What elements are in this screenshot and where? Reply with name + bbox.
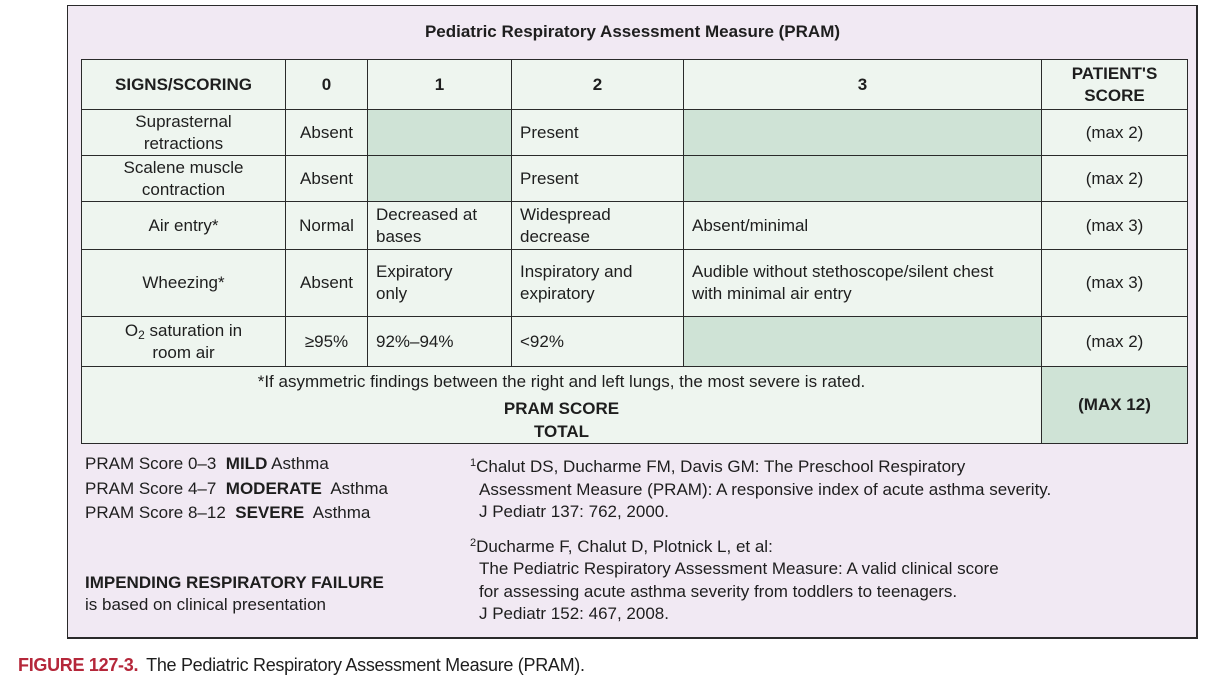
- score2-cell: Present: [512, 156, 684, 202]
- severity-level: SEVERE: [235, 503, 305, 522]
- severity-legend: [85, 452, 388, 526]
- score3-cell-na: [684, 156, 1042, 202]
- sign-cell: [82, 317, 286, 367]
- table-row-scalene: [82, 156, 1188, 202]
- score3-cell: [684, 250, 1042, 317]
- header-patient-score: [1042, 60, 1188, 110]
- severity-suffix: Asthma: [312, 503, 371, 522]
- failure-text: is based on clinical presentation: [85, 595, 326, 614]
- patient-score-cell[interactable]: (max 2): [1042, 317, 1188, 367]
- score0-cell: Absent: [286, 250, 368, 317]
- header-score-0: 0: [286, 60, 368, 110]
- reference-line: The Pediatric Respiratory Assessment Measure: A valid clinical score: [479, 559, 999, 578]
- score2-line1: Inspiratory and: [520, 262, 633, 281]
- score2-cell: <92%: [512, 317, 684, 367]
- score3-cell-na: [684, 110, 1042, 156]
- sign-cell: [82, 110, 286, 156]
- score3-cell-na: [684, 317, 1042, 367]
- sign-cell: [82, 156, 286, 202]
- severity-severe: [85, 501, 388, 526]
- caption-text: The Pediatric Respiratory Assessment Measure (PRAM).: [146, 655, 585, 675]
- header-score-1: 1: [368, 60, 512, 110]
- o2-subscript: 2: [138, 327, 145, 342]
- score0-cell: ≥95%: [286, 317, 368, 367]
- figure-caption: [18, 655, 585, 676]
- score1-cell: 92%–94%: [368, 317, 512, 367]
- score2-cell: [512, 250, 684, 317]
- sign-line1: Scalene muscle: [123, 157, 244, 177]
- sign-line2: retractions: [143, 133, 224, 153]
- sign-line1: Suprasternal: [135, 111, 232, 131]
- severity-suffix: Asthma: [330, 478, 388, 498]
- patient-score-cell[interactable]: (max 3): [1042, 250, 1188, 317]
- score2-line2: expiratory: [520, 284, 595, 303]
- reference-marker: 2: [470, 536, 477, 549]
- table-row-suprasternal: [82, 110, 1188, 156]
- asymmetry-footnote: *If asymmetric findings between the right and left lungs, the most severe is rated.: [257, 372, 866, 391]
- total-label: [90, 397, 1033, 443]
- failure-heading: IMPENDING RESPIRATORY FAILURE: [85, 573, 384, 592]
- header-patient-line1: PATIENT'S: [1071, 63, 1158, 83]
- pram-table: [81, 59, 1188, 444]
- score3-line2: with minimal air entry: [692, 284, 852, 303]
- severity-range: PRAM Score 8–12: [85, 503, 226, 522]
- score0-cell: Normal: [286, 202, 368, 250]
- table-row-wheezing: [82, 250, 1188, 317]
- score2-line1: Widespread: [520, 204, 611, 224]
- severity-suffix: Asthma: [271, 454, 329, 473]
- score1-line2: only: [376, 284, 408, 303]
- sign-line1: [90, 320, 277, 342]
- figure-label: FIGURE 127-3.: [18, 655, 139, 675]
- header-score-3: 3: [684, 60, 1042, 110]
- header-score-2: 2: [512, 60, 684, 110]
- reference-2: [470, 536, 1051, 626]
- reference-line: Ducharme F, Chalut D, Plotnick L, et al:: [476, 536, 773, 556]
- score0-cell: Absent: [286, 156, 368, 202]
- score1-cell: [368, 250, 512, 317]
- score3-line1: Audible without stethoscope/silent chest: [692, 262, 994, 281]
- severity-mild: [85, 452, 388, 477]
- references: [470, 456, 1051, 638]
- score1-cell-na: [368, 156, 512, 202]
- reference-line: for assessing acute asthma severity from toddlers to teenagers.: [479, 581, 958, 601]
- table-total-row: [82, 367, 1188, 444]
- table-row-o2-saturation: [82, 317, 1188, 367]
- score1-cell-na: [368, 110, 512, 156]
- severity-level: MILD: [225, 454, 268, 473]
- reference-line: Chalut DS, Ducharme FM, Davis GM: The Preschool Respiratory: [476, 457, 966, 476]
- patient-score-cell[interactable]: (max 2): [1042, 110, 1188, 156]
- score2-cell: [512, 202, 684, 250]
- reference-line: J Pediatr 137: 762, 2000.: [479, 502, 669, 521]
- sign-suffix: saturation in: [144, 320, 243, 340]
- score1-cell: [368, 202, 512, 250]
- score0-cell: Absent: [286, 110, 368, 156]
- score3-cell: Absent/minimal: [684, 202, 1042, 250]
- severity-moderate: [85, 477, 388, 502]
- patient-score-cell[interactable]: (max 2): [1042, 156, 1188, 202]
- sign-cell: Wheezing*: [82, 250, 286, 317]
- header-patient-line2: SCORE: [1084, 85, 1145, 105]
- patient-score-cell[interactable]: (max 3): [1042, 202, 1188, 250]
- total-score-cell[interactable]: (MAX 12): [1042, 367, 1188, 444]
- score2-cell: Present: [512, 110, 684, 156]
- score2-line2: decrease: [520, 226, 590, 246]
- table-row-air-entry: [82, 202, 1188, 250]
- total-label-line2: TOTAL: [533, 422, 590, 441]
- sign-line2: contraction: [141, 179, 226, 199]
- sign-cell: Air entry*: [82, 202, 286, 250]
- table-title: Pediatric Respiratory Assessment Measure (PRAM): [424, 22, 841, 41]
- respiratory-failure-note: [85, 572, 384, 616]
- reference-line: Assessment Measure (PRAM): A responsive index of acute asthma severity.: [479, 479, 1052, 499]
- table-header-row: [82, 60, 1188, 110]
- o2-symbol: O: [124, 320, 139, 340]
- severity-range: PRAM Score 0–3: [85, 454, 217, 473]
- score1-line2: bases: [376, 226, 422, 246]
- footnote-total-cell: [82, 367, 1042, 444]
- reference-marker: 1: [470, 457, 477, 469]
- severity-range: PRAM Score 4–7: [85, 478, 217, 498]
- reference-1: [470, 456, 1051, 524]
- header-signs-scoring: SIGNS/SCORING: [82, 60, 286, 110]
- sign-line2: room air: [152, 342, 215, 362]
- reference-line: J Pediatr 152: 467, 2008.: [479, 604, 669, 623]
- score1-line1: Expiratory: [376, 262, 453, 281]
- severity-level: MODERATE: [225, 478, 322, 498]
- score1-line1: Decreased at: [376, 204, 478, 224]
- total-label-line1: PRAM SCORE: [503, 399, 620, 418]
